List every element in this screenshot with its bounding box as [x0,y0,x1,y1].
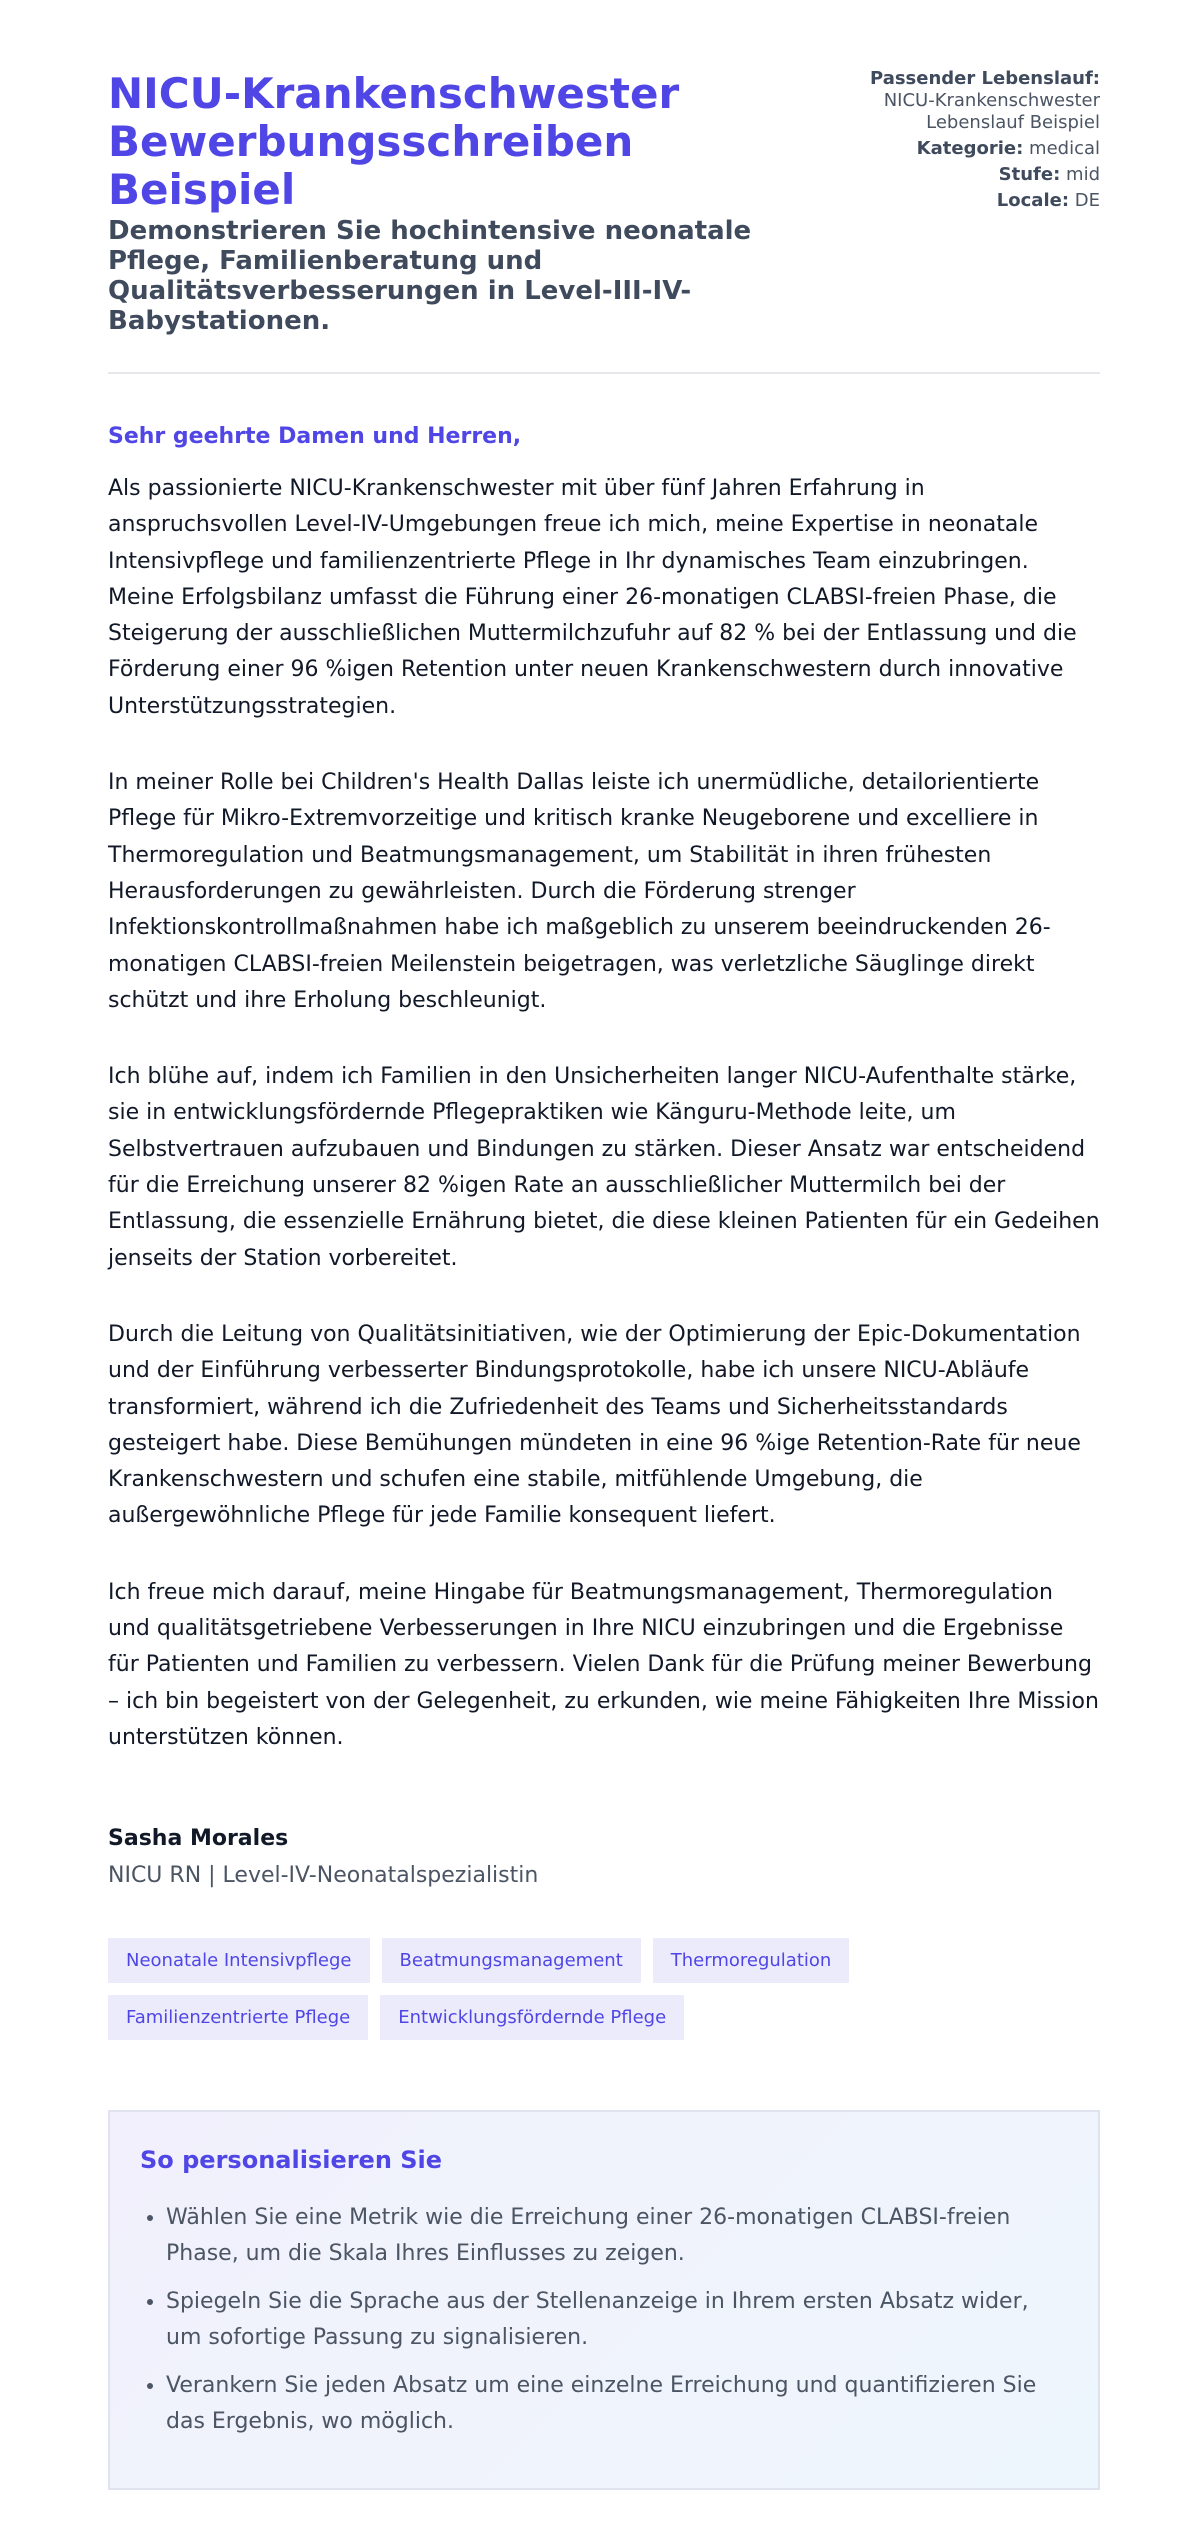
letter-body [108,471,1100,1756]
signature-name: Sasha Morales [108,1826,289,1852]
header [108,70,1100,374]
locale-label: Locale: [996,190,1070,211]
skill-tag: Thermoregulation [653,1938,850,1983]
letter-paragraph: Durch die Leitung von Qualitätsinitiativen, wie der Optimierung der Epic-Dokumentation und der Einführung verbesserter Bindungsprotokolle, habe ich unsere NICU-Abläufe transformiert, während ich die Zufriedenheit des Teams und Sicherheitsstandards gesteigert habe. Diese Bemühungen mündeten in eine 96 %ige Retention-Rate für neue Krankenschwestern und schufen eine stabile, mitfühlende Umgebung, die außergewöhnliche Pflege für jede Familie konsequent liefert. [108,1321,1081,1529]
tips-list [140,2200,1068,2440]
tip-item: • Spiegeln Sie die Sprache aus der Stellenanzeige in Ihrem ersten Absatz wider, um sofortige Passung zu signalisieren. [166,2284,1068,2356]
signature [108,1826,1100,1888]
resume-line1[interactable]: NICU-Krankenschwester [883,90,1100,111]
resume-label: Passender Lebenslauf: [869,68,1100,89]
skill-tag: Familienzentrierte Pflege [108,1995,368,2040]
tip-item: • Wählen Sie eine Metrik wie die Erreichung einer 26-monatigen CLABSI-freien Phase, um die Skala Ihres Einflusses zu zeigen. [166,2200,1068,2272]
signature-role: NICU RN | Level-IV-Neonatalspezialistin [108,1863,539,1889]
level-label: Stufe: [998,164,1061,185]
category-value: medical [1029,138,1100,159]
letter-paragraph: Als passionierte NICU-Krankenschwester mit über fünf Jahren Erfahrung in anspruchsvollen Level-IV-Umgebungen freue ich mich, meine Expertise in neonatale Intensivpflege und familienzentrierte Pflege in Ihr dynamisches Team einzubringen. Meine Erfolgsbilanz umfasst die Führung einer 26-monatigen CLABSI-freien Phase, die Steigerung der ausschließlichen Muttermilchzufuhr auf 82 % bei der Entlassung und die Förderung einer 96 %igen Retention unter neuen Krankenschwestern durch innovative Unterstützungsstrategien. [108,476,1077,719]
page-subtitle: Demonstrieren Sie hochintensive neonatale Pflege, Familienberatung und Qualitätsverbesserungen in Level-III-IV-Babystationen. [108,216,752,336]
skill-tags [108,1938,1108,2040]
skill-tag: Beatmungsmanagement [382,1938,641,1983]
letter-paragraph: Ich blühe auf, indem ich Familien in den Unsicherheiten langer NICU-Aufenthalte stärke, sie in entwicklungsfördernde Pflegepraktiken wie Känguru-Methode leite, um Selbstvertrauen aufzubauen und Bindungen zu stärken. Dieser Ansatz war entscheidend für die Erreichung unserer 82 %igen Rate an ausschließlicher Muttermilch bei der Entlassung, die essenzielle Ernährung bietet, die diese kleinen Patienten für ein Gedeihen jenseits der Station vorbereitet. [108,1064,1100,1271]
meta-info [870,68,1100,216]
skill-tag: Entwicklungsfördernde Pflege [380,1995,684,2040]
level-value: mid [1066,164,1100,185]
personalize-tips-box [108,2110,1100,2490]
letter-paragraph: In meiner Rolle bei Children's Health Dallas leiste ich unermüdliche, detailorientierte Pflege für Mikro-Extremvorzeitige und kritisch kranke Neugeborene und excelliere in Thermoregulation und Beatmungsmanagement, um Stabilität in ihren frühesten Herausforderungen zu gewährleisten. Durch die Förderung strenger Infektionskontrollmaßnahmen habe ich maßgeblich zu unserem beeindruckenden 26-monatigen CLABSI-freien Meilenstein beigetragen, was verletzliche Säuglinge direkt schützt und ihre Erholung beschleunigt. [108,770,1051,1013]
resume-line2[interactable]: Lebenslauf Beispiel [926,112,1100,133]
locale-value: DE [1074,190,1100,211]
title-block [108,70,828,336]
tip-item: • Verankern Sie jeden Absatz um eine einzelne Erreichung und quantifizieren Sie das Ergebnis, wo möglich. [166,2368,1068,2440]
page-title: NICU-Krankenschwester Bewerbungsschreiben Beispiel [108,69,680,214]
tips-title: So personalisieren Sie [140,2146,443,2175]
category-label: Kategorie: [916,138,1024,159]
skill-tag: Neonatale Intensivpflege [108,1938,370,1983]
letter-greeting: Sehr geehrte Damen und Herren, [108,424,522,449]
letter-paragraph: Ich freue mich darauf, meine Hingabe für Beatmungsmanagement, Thermoregulation und qualitätsgetriebene Verbesserungen in Ihre NICU einzubringen und die Ergebnisse für Patienten und Familien zu verbessern. Vielen Dank für die Prüfung meiner Bewerbung – ich bin begeistert von der Gelegenheit, zu erkunden, wie meine Fähigkeiten Ihre Mission unterstützen können. [108,1579,1099,1750]
